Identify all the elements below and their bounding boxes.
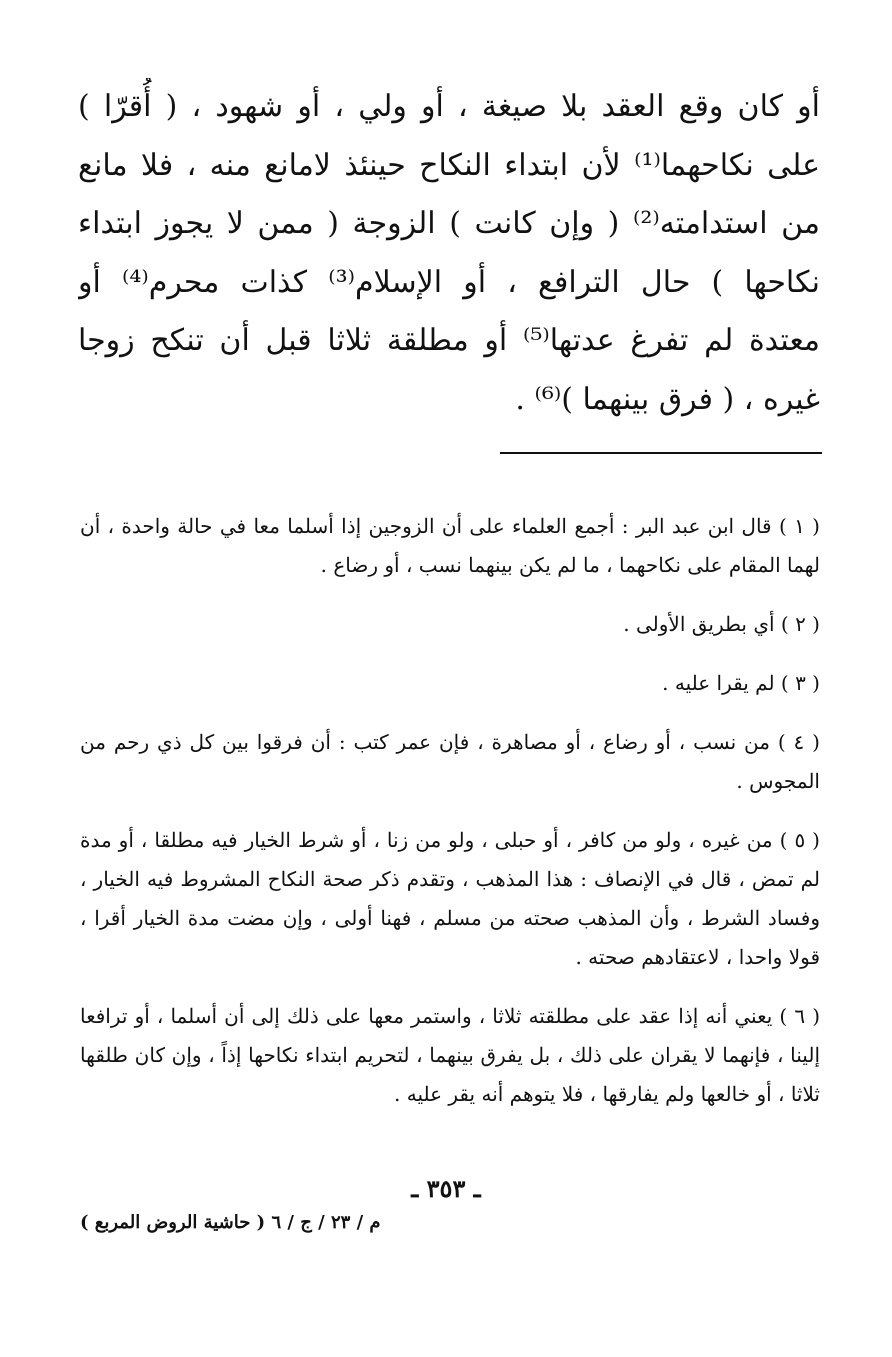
main-text	[78, 78, 820, 429]
footnote-1: ( ١ ) قال ابن عبد البر : أجمع العلماء على أن الزوجين إذا أسلما معا في حالة واحدة ، أن لهما المقام على نكاحهما ، ما لم يكن بينهما نسب ، أو رضاع .	[80, 514, 820, 577]
footnote-6: ( ٦ ) يعني أنه إذا عقد على مطلقته ثلاثا ، واستمر معها على ذلك إلى أن أسلما ، أو ترافعا إلينا ، فإنهما لا يقران على ذلك ، بل يفرق بينهما ، لتحريم ابتداء نكاحها إذاً ، وإن كان طلقها ثلاثا ، أو خالعها ولم يفارقها ، فلا يتوهم أنه يقر عليه .	[80, 1004, 820, 1106]
footnote-2: ( ٢ ) أي بطريق الأولى .	[623, 612, 820, 636]
footnote-5: ( ٥ ) من غيره ، ولو من كافر ، أو حبلى ، ولو من زنا ، أو شرط الخيار فيه مطلقا ، أو مدة لم تمض ، قال في الإنصاف : هذا المذهب ، وتقدم ذكر صحة النكاح المشروط فيه الخيار ، وفساد الشرط ، وأن المذهب صحته من مسلم ، فهنا أولى ، وإن مضت مدة الخيار أقرا ، قولا واحدا ، لاعتقادهم صحته .	[80, 828, 820, 969]
page-number: ـ ٣٥٣ ـ	[411, 1174, 481, 1203]
footnote-3: ( ٣ ) لم يقرا عليه .	[662, 671, 820, 695]
main-text-line: من استدامته⁽²⁾ ( وإن كانت ) الزوجة ( ممن لا يجوز ابتداء	[78, 206, 820, 241]
main-text-line: على نكاحهما⁽¹⁾ لأن ابتداء النكاح حينئذ لامانع منه ، فلا مانع	[78, 147, 820, 183]
print-reference: م / ٢٣ / ج / ٦ ( حاشية الروض المربع )	[80, 1212, 381, 1233]
main-text-line: أو كان وقع العقد بلا صيغة ، أو ولي ، أو شهود ، ( أُقرّا )	[78, 89, 820, 124]
footnotes	[80, 487, 820, 1126]
footnote-4: ( ٤ ) من نسب ، أو رضاع ، أو مصاهرة ، فإن عمر كتب : أن فرقوا بين كل ذي رحم من المجوس .	[80, 730, 820, 793]
main-text-line: معتدة لم تفرغ عدتها⁽⁵⁾ أو مطلقة ثلاثا قبل أن تنكح زوجا	[78, 323, 820, 358]
footnote-divider	[500, 452, 822, 454]
main-text-line: نكاحها ) حال الترافع ، أو الإسلام⁽³⁾ كذات محرم⁽⁴⁾ أو	[78, 264, 820, 300]
main-text-line: غيره ، ( فرق بينهما )⁽⁶⁾ .	[515, 381, 820, 417]
